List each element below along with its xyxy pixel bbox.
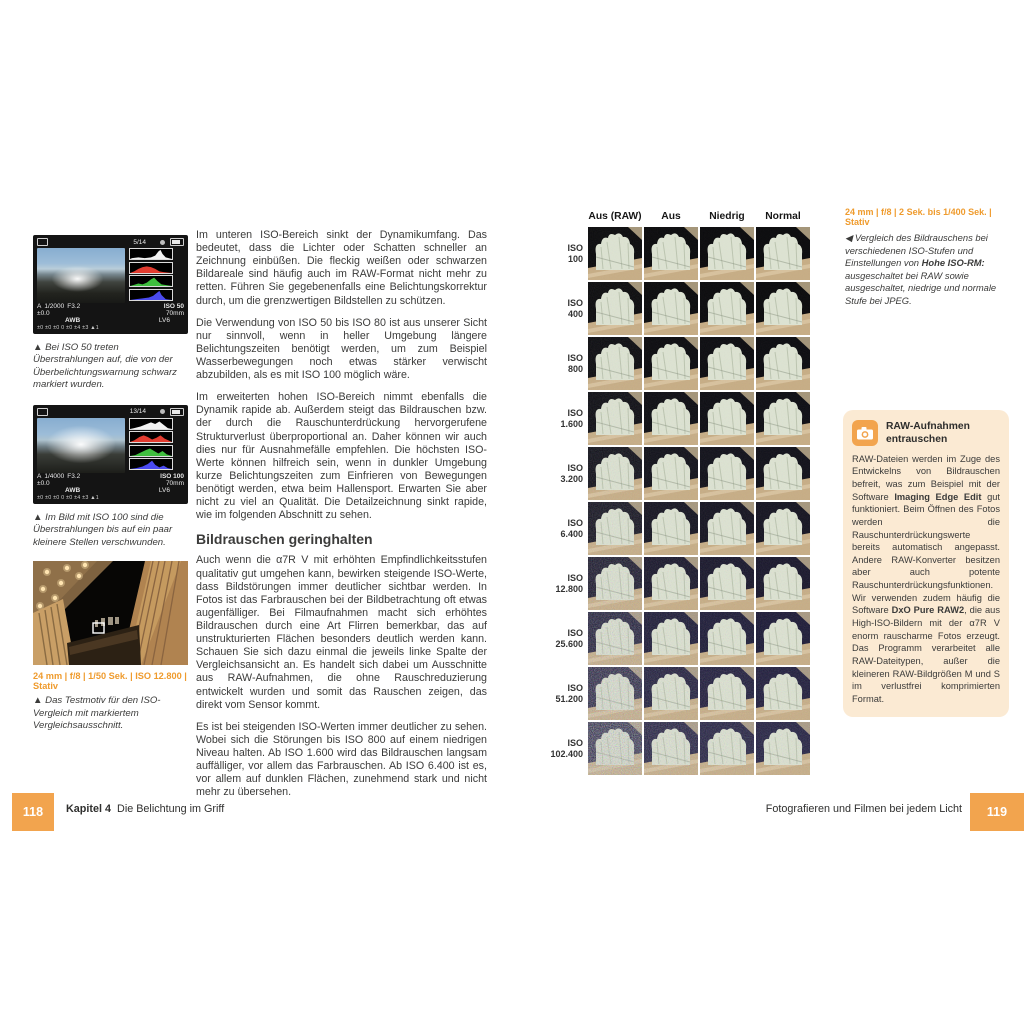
grid-caption-block <box>845 207 1005 308</box>
ev-value: ±0.0 <box>37 310 50 318</box>
green-histogram <box>129 275 173 287</box>
iso-comparison-cell <box>644 282 698 335</box>
red-histogram <box>129 262 173 274</box>
red-histogram <box>129 431 173 443</box>
iso-row-label: ISO 102.400 <box>550 738 583 759</box>
footer-right: Fotografieren und Filmen bei jedem Licht <box>765 803 962 815</box>
iso-comparison-cell <box>644 337 698 390</box>
chapter-label: Kapitel 4 <box>66 803 112 815</box>
iso-value: ISO 100 <box>160 472 184 480</box>
iso-comparison-cell <box>700 557 754 610</box>
photo-meta-line: 24 mm | f/8 | 1/50 Sek. | ISO 12.800 | Stativ <box>33 671 187 692</box>
figure-caption: ▲ Bei ISO 50 treten Überstrahlungen auf, die von der Überbelichtungswarnung schwarz markiert wurden. <box>33 342 177 391</box>
iso-comparison-cell <box>700 722 754 775</box>
frame-counter: 13/14 <box>129 408 146 416</box>
ev-value: ±0.0 <box>37 480 50 488</box>
main-text-column <box>196 229 487 808</box>
status-dot-icon <box>160 240 165 245</box>
iso-comparison-cell <box>644 447 698 500</box>
iso-comparison-cell <box>700 337 754 390</box>
aperture-value: F3.2 <box>67 472 81 480</box>
iso-comparison-cell <box>700 392 754 445</box>
iso-comparison-cell <box>756 502 810 555</box>
histogram-panel <box>129 418 173 473</box>
shutter-value: 1/4000 <box>44 472 65 480</box>
blue-histogram <box>129 289 173 301</box>
iso-comparison-cell <box>588 722 642 775</box>
frame-counter: 5/14 <box>133 238 146 246</box>
iso-comparison-cell <box>700 502 754 555</box>
iso-comparison-cell <box>588 557 642 610</box>
iso-comparison-cell <box>756 447 810 500</box>
iso-comparison-cell <box>700 612 754 665</box>
green-histogram <box>129 445 173 457</box>
iso-value: ISO 50 <box>163 303 184 311</box>
white-balance-value: AWB <box>65 317 81 325</box>
iso-comparison-cell <box>644 667 698 720</box>
page-number-right: 119 <box>970 793 1024 831</box>
battery-icon <box>170 408 184 416</box>
iso-comparison-cell <box>756 667 810 720</box>
figure-caption: ▲ Das Testmotiv für den ISO-Vergleich mit markiertem Vergleichsausschnitt. <box>33 695 161 732</box>
lv-value: LV6 <box>158 317 170 325</box>
iso-comparison-cell <box>644 502 698 555</box>
camera-icon <box>852 420 878 446</box>
photo-thumbnail-wave <box>37 418 125 473</box>
iso-row-label: ISO 100 <box>567 243 583 264</box>
iso-row-label: ISO 12.800 <box>555 573 583 594</box>
camera-display-screen-iso50 <box>33 235 188 334</box>
iso-row-label: ISO 6.400 <box>560 518 583 539</box>
col-header: Aus <box>661 211 681 222</box>
status-dot-icon <box>160 409 165 414</box>
iso-comparison-cell <box>644 392 698 445</box>
iso-row-label: ISO 25.600 <box>555 628 583 649</box>
iso-comparison-cell <box>756 392 810 445</box>
iso-comparison-cell <box>756 337 810 390</box>
iso-comparison-cell <box>644 722 698 775</box>
figure-caption: ▲ Im Bild mit ISO 100 sind die Überstrahlungen bis auf ein paar kleinere Stellen verschwunden. <box>33 511 173 548</box>
iso-comparison-cell <box>588 612 642 665</box>
photo-thumbnail-wave <box>37 248 125 303</box>
iso-comparison-cell <box>588 502 642 555</box>
iso-comparison-cell <box>588 282 642 335</box>
col-header: Niedrig <box>709 211 745 222</box>
iso-comparison-cell <box>700 282 754 335</box>
iso-row-label: ISO 51.200 <box>555 683 583 704</box>
iso-comparison-cell <box>700 667 754 720</box>
iso-comparison-cell <box>756 227 810 280</box>
iso-row-label: ISO 1.600 <box>560 408 583 429</box>
aperture-value: F3.2 <box>67 303 81 311</box>
iso-comparison-cell <box>588 227 642 280</box>
iso-row-label: ISO 3.200 <box>560 463 583 484</box>
iso-comparison-cell <box>756 557 810 610</box>
memory-card-icon <box>37 238 48 246</box>
iso-comparison-cell <box>756 612 810 665</box>
iso-comparison-cell <box>644 227 698 280</box>
iso-comparison-grid <box>552 227 810 775</box>
iso-comparison-cell <box>756 722 810 775</box>
body-paragraph: Die Verwendung von ISO 50 bis ISO 80 ist aus unserer Sicht nur sinnvoll, wenn in heller Umgebung längere Belichtungszeiten benötigt werden, um zum Beispiel Wasserbewegungen noch etwas stärker verwischt abzubilden, als es mit ISO 100 möglich wäre. <box>196 316 487 382</box>
iso-row-label: ISO 400 <box>567 298 583 319</box>
iso-comparison-cell <box>588 667 642 720</box>
iso-comparison-cell <box>644 557 698 610</box>
shutter-value: 1/2000 <box>44 303 65 311</box>
body-paragraph: Im unteren ISO-Bereich sinkt der Dynamikumfang. Das bedeutet, dass die Lichter oder Schatten schneller an Zeichnung einbüßen. Die fleckig weißen oder schwarzen Bildareale sind häufig auch im RAW-Format nicht mehr zu retten. Führen Sie gegebenenfalls eine Belichtungskorrektur durch, um die grenzwertigen Bildstellen zu schützen. <box>196 229 487 307</box>
left-figure-column <box>33 235 190 733</box>
body-paragraph: Auch wenn die α7R V mit erhöhten Empfindlichkeitsstufen qualitativ gut umgehen kann, bewirken steigende ISO-Werte, dass Bildstörungen immer deutlicher sichtbar werden. In Fotos ist das Farbrauschen bei der Bildbetrachtung oft etwas augenfälliger. Bei Filmaufnahmen macht sich erhöhtes Bildrauschen durch eine Art Flirren bemerkbar, das auf unstrukturierten Flächen besonders deutlich werden kann. Schauen Sie sich dazu einmal die jeweils linke Spalte der Vergleichsansicht an. Es handelt sich dabei um Ausschnitte aus RAW-Aufnahmen, die ohne Rauschreduzierung entwickelt wurden und somit das Rauschen zeigen, das direkt vom Sensor kommt. <box>196 554 487 711</box>
grid-caption: ◀ Vergleich des Bildrauschens bei verschiedenen ISO-Stufen und Einstellungen von Hohe ISO-RM: ausgeschaltet bei RAW sowie ausgeschaltet, niedrige und normale Stufe bei JPEG. <box>845 232 997 306</box>
fine-adjust-indicators: ±0 ±0 ±0 0 ±0 ±4 ±3 ▲1 <box>37 494 99 501</box>
iso-comparison-cell <box>644 612 698 665</box>
iso-comparison-cell <box>756 282 810 335</box>
infobox-title: RAW-Aufnahmen entrauschen <box>886 421 970 445</box>
col-header: Normal <box>765 211 801 222</box>
luminance-histogram <box>129 418 173 430</box>
photo-meta-line: 24 mm | f/8 | 2 Sek. bis 1/400 Sek. | Stativ <box>845 207 992 227</box>
camera-display-screen-iso100 <box>33 405 188 504</box>
col-header: Aus (RAW) <box>588 211 642 222</box>
lv-value: LV6 <box>158 487 170 495</box>
mode-value: A <box>37 303 42 311</box>
iso-comparison-cell <box>700 447 754 500</box>
body-paragraph: Im erweiterten hohen ISO-Bereich nimmt ebenfalls die Dynamik rapide ab. Außerdem steigt das Bildrauschen bzw. der durch die Rauschunterdrückung hervorgerufene Strukturverlust überproportional an. Daher können wir auch dies nur für Ausnahmefälle empfehlen. Die höchsten ISO-Werte können hilfreich sein, wenn in dunkler Umgebung kurze Belichtungszeiten zum Einfrieren von Bewegungen benötigt werden, etwa beim Hallensport. Erwarten Sie aber nicht zu viel an Qualität. Die Detailzeichnung sinkt rapide, wie im folgenden Abschnitt zu sehen. <box>196 391 487 522</box>
fine-adjust-indicators: ±0 ±0 ±0 0 ±0 ±4 ±3 ▲1 <box>37 324 99 331</box>
iso-comparison-cell <box>588 447 642 500</box>
iso-comparison-cell <box>588 392 642 445</box>
luminance-histogram <box>129 248 173 260</box>
battery-icon <box>170 238 184 246</box>
histogram-panel <box>129 248 173 303</box>
focal-length-value: 70mm <box>165 480 184 488</box>
infobox-body: RAW-Dateien werden im Zuge des Entwickelns von Bildrauschen befreit, was zum Beispiel mit der Software Imaging Edge Edit gut funktioniert. Beim Öffnen des Fotos werden die Rauschunterdrückungswerte bereits automatisch angepasst. Andere RAW-Konverter besitzen aber auch potente Rauschunterdrückungsfunktionen. Wir verwenden zudem häufig die Software DxO Pure RAW2, die aus High-ISO-Bildern mit der α7R V enorm rauscharme Fotos erzeugt. Das Programm verarbeitet alle RAW-Dateitypen, außer die kleineren RAW-Bildgrößen M und S im verlustfrei komprimierten Format. <box>852 453 1001 704</box>
blue-histogram <box>129 458 173 470</box>
focal-length-value: 70mm <box>165 310 184 318</box>
grid-column-headers <box>552 211 810 222</box>
iso-comparison-cell <box>588 337 642 390</box>
test-motif-photo <box>33 561 190 665</box>
memory-card-icon <box>37 408 48 416</box>
iso-comparison-cell <box>700 227 754 280</box>
mode-value: A <box>37 472 42 480</box>
footer-left <box>66 803 224 815</box>
white-balance-value: AWB <box>65 487 81 495</box>
page-number-left: 118 <box>12 793 54 831</box>
section-heading: Bildrauschen geringhalten <box>196 531 373 548</box>
chapter-title: Die Belichtung im Griff <box>117 803 225 815</box>
body-paragraph: Es ist bei steigenden ISO-Werten immer deutlicher zu sehen. Wobei sich die Störungen bis ISO 800 auf einem niedrigen Niveau halten. Ab ISO 1.600 wird das Bildrauschen langsam auffälliger, vor allem das Farbrauschen. Ab ISO 6.400 ist es, vor allem auf dunklen Flächen, zunehmend stark und nicht mehr zu übersehen. <box>196 720 487 799</box>
raw-denoise-infobox <box>843 410 1009 717</box>
iso-row-label: ISO 800 <box>567 353 583 374</box>
